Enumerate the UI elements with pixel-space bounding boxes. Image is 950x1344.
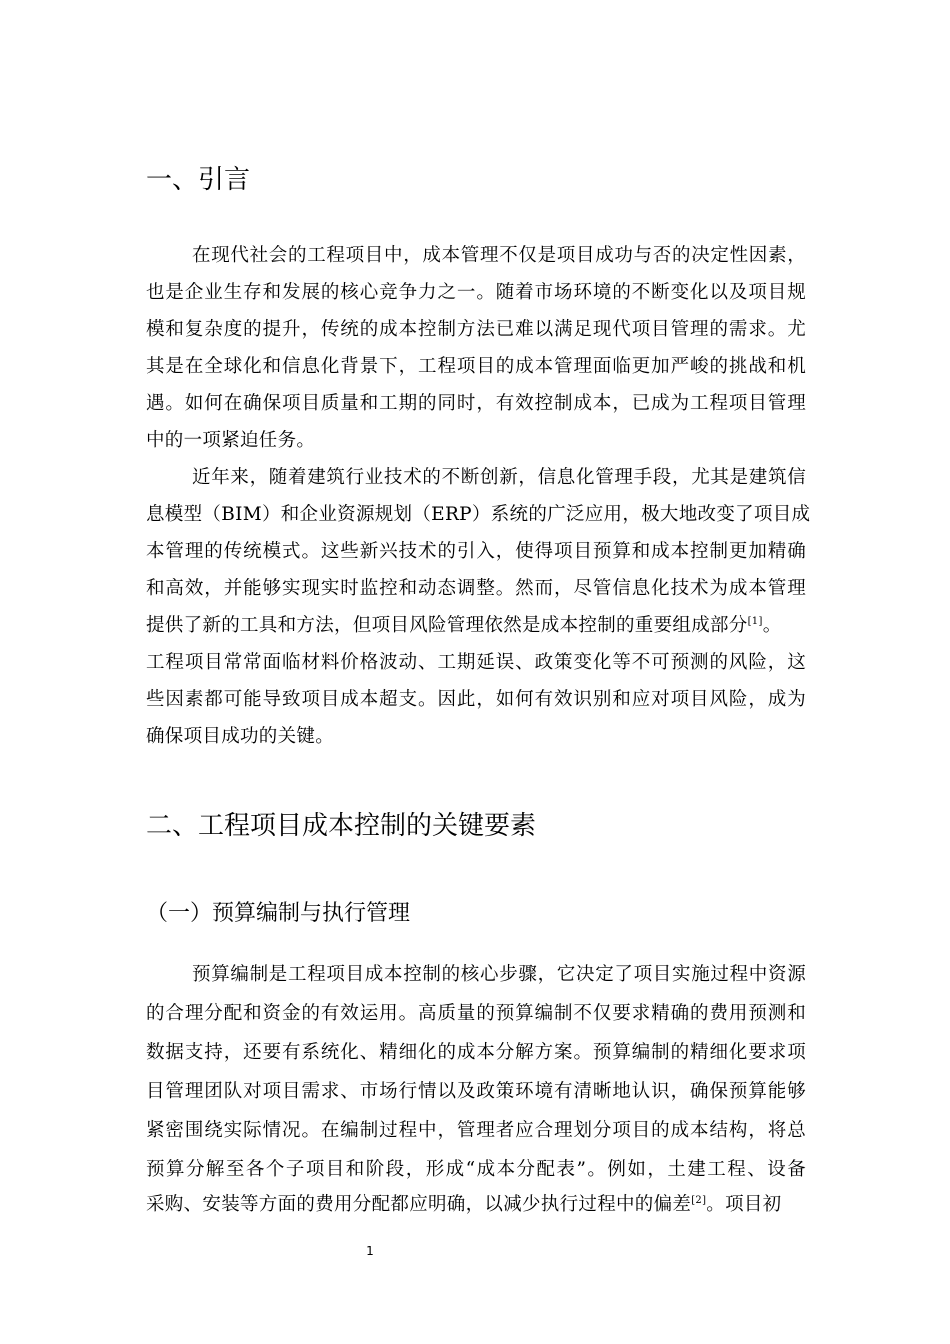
paragraph-line: 其是在全球化和信息化背景下，工程项目的成本管理面临更加严峻的挑战和机 — [146, 356, 806, 377]
paragraph-line-with-citation — [146, 1192, 806, 1218]
paragraph-line: 确保项目成功的关键。 — [146, 726, 335, 747]
paragraph-line: 数据支持，还要有系统化、精细化的成本分解方案。预算编制的精细化要求项 — [146, 1042, 806, 1063]
paragraph-text: 采购、安装等方面的费用分配都应明确，以减少执行过程中的偏差 — [146, 1194, 692, 1215]
paragraph-line: 预算分解至各个子项目和阶段，形成“成本分配表”。例如，土建工程、设备 — [146, 1159, 806, 1180]
page-number: 1 — [366, 1244, 374, 1258]
paragraph-line-with-citation — [146, 613, 806, 639]
paragraph-line: 和高效，并能够实现实时监控和动态调整。然而，尽管信息化技术为成本管理 — [146, 578, 806, 599]
paragraph-line: 模和复杂度的提升，传统的成本控制方法已难以满足现代项目管理的需求。尤 — [146, 319, 806, 340]
paragraph-line: 近年来，随着建筑行业技术的不断创新，信息化管理手段，尤其是建筑信 — [192, 467, 806, 488]
citation-1: [1] — [747, 615, 763, 627]
paragraph-line: 在现代社会的工程项目中，成本管理不仅是项目成功与否的决定性因素， — [192, 245, 806, 266]
citation-2: [2] — [691, 1194, 707, 1206]
paragraph-line: 的合理分配和资金的有效运用。高质量的预算编制不仅要求精确的费用预测和 — [146, 1003, 806, 1024]
paragraph-line: 目管理团队对项目需求、市场行情以及政策环境有清晰地认识，确保预算能够 — [146, 1081, 806, 1102]
paragraph-line: 些因素都可能导致项目成本超支。因此，如何有效识别和应对项目风险，成为 — [146, 689, 806, 710]
paragraph-line: 紧密围绕实际情况。在编制过程中，管理者应合理划分项目的成本结构，将总 — [146, 1120, 806, 1141]
paragraph-line: 预算编制是工程项目成本控制的核心步骤，它决定了项目实施过程中资源 — [192, 964, 806, 985]
punctuation: 。 — [762, 615, 782, 636]
paragraph-text: 提供了新的工具和方法，但项目风险管理依然是成本控制的重要组成部分 — [146, 615, 748, 636]
section-heading-introduction: 一、引言 — [146, 165, 251, 195]
section-heading-key-elements: 二、工程项目成本控制的关键要素 — [146, 811, 537, 841]
paragraph-text: 。项目初 — [706, 1194, 782, 1215]
paragraph-line: 遇。如何在确保项目质量和工期的同时，有效控制成本，已成为工程项目管理 — [146, 393, 806, 414]
paragraph-line: 本管理的传统模式。这些新兴技术的引入，使得项目预算和成本控制更加精确 — [146, 541, 806, 562]
subsection-heading-budget: （一）预算编制与执行管理 — [146, 901, 411, 926]
paragraph-line: 中的一项紧迫任务。 — [146, 430, 316, 451]
paragraph-line: 息模型（BIM）和企业资源规划（ERP）系统的广泛应用，极大地改变了项目成 — [146, 504, 811, 525]
paragraph-line: 工程项目常常面临材料价格波动、工期延误、政策变化等不可预测的风险，这 — [146, 652, 806, 673]
paragraph-line: 也是企业生存和发展的核心竞争力之一。随着市场环境的不断变化以及项目规 — [146, 282, 806, 303]
